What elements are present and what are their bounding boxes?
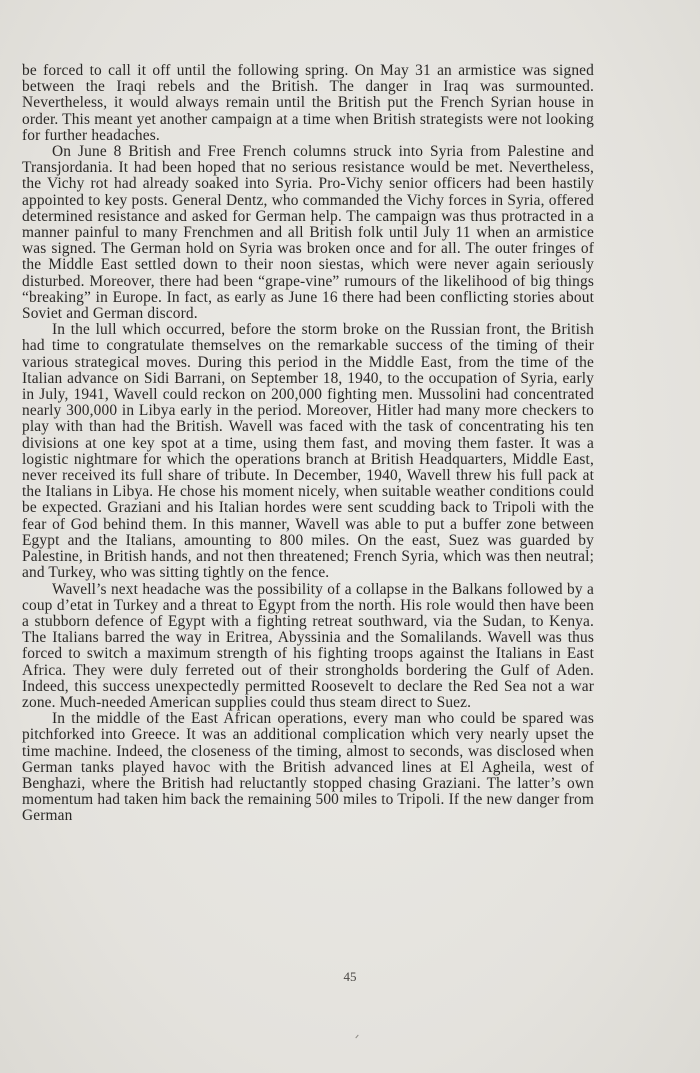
paragraph-4: Wavell’s next headache was the possibility of a collapse in the Balkans followed by a coup d’etat in Turkey and a threat to Egypt from the north. His role would then have been a stubborn defence of Egypt with a fighting retreat southward, via the Sudan, to Kenya. The Italians barred the way in Eritrea, Abyssinia and the Somalilands. Wavell was thus forced to switch a maximum strength of his fighting troops against the Italians in East Africa. They were duly ferreted out of their strongholds bordering the Gulf of Aden. Indeed, this success unexpectedly permitted Roosevelt to declare the Red Sea not a war zone. Much-needed American supplies could thus steam direct to Suez.	[22, 580, 594, 711]
body-text	[22, 63, 594, 825]
page-number: 45	[343, 969, 357, 984]
paragraph-3: In the lull which occurred, before the storm broke on the Russian front, the British had time to congratulate themselves on the remarkable success of the timing of their various strategical moves. During this period in the Middle East, from the time of the Italian advance on Sidi Barrani, on September 18, 1940, to the occupation of Syria, early in July, 1941, Wavell could reckon on 200,000 fighting men. Mussolini had concentrated nearly 300,000 in Libya early in the period. Moreover, Hitler had many more checkers to play with than had the British. Wavell was faced with the task of concentrating his ten divisions at one key spot at a time, using them fast, and moving them faster. It was a logistic nightmare for which the operations branch at British Headquarters, Middle East, never received its full share of tribute. In December, 1940, Wavell threw his full pack at the Italians in Libya. He chose his moment nicely, when suitable weather conditions could be expected. Graziani and his Italian hordes were sent scudding back to Tripoli with the fear of God behind them. In this manner, Wavell was able to put a buffer zone between Egypt and the Italians, amounting to 800 miles. On the east, Suez was guarded by Palestine, in British hands, and not then threatened; French Syria, which was then neutral; and Turkey, who was sitting tightly on the fence.	[22, 321, 594, 582]
paragraph-5: In the middle of the East African operations, every man who could be spared was pitchforked into Greece. It was an additional complication which very nearly upset the time machine. Indeed, the closeness of the timing, almost to seconds, was disclosed when German tanks played havoc with the British advanced lines at El Agheila, west of Benghazi, where the British had reluctantly stopped chasing Graziani. The latter’s own momentum had taken him back the remaining 500 miles to Tripoli. If the new danger from German	[22, 710, 594, 825]
paragraph-1: be forced to call it off until the following spring. On May 31 an armistice was signed between the Iraqi rebels and the British. The danger in Iraq was surmounted. Nevertheless, it would always remain until the British put the French Syrian house in order. This meant yet another campaign at a time when British strategists were not looking for further headaches.	[22, 62, 594, 144]
paper-speck	[355, 1035, 358, 1039]
paragraph-2: On June 8 British and Free French columns struck into Syria from Palestine and Transjordania. It had been hoped that no serious resistance would be met. Nevertheless, the Vichy rot had already soaked into Syria. Pro-Vichy senior officers had been hastily appointed to key posts. General Dentz, who commanded the Vichy forces in Syria, offered determined resistance and asked for German help. The campaign was thus protracted in a manner painful to many Frenchmen and all British folk until July 11 when an armistice was signed. The German hold on Syria was broken once and for all. The outer fringes of the Middle East settled down to their noon siestas, which were never again seriously disturbed. Moreover, there had been “grape-vine” rumours of the likelihood of big things “breaking” in Europe. In fact, as early as June 16 there had been conflicting stories about Soviet and German discord.	[22, 143, 594, 323]
